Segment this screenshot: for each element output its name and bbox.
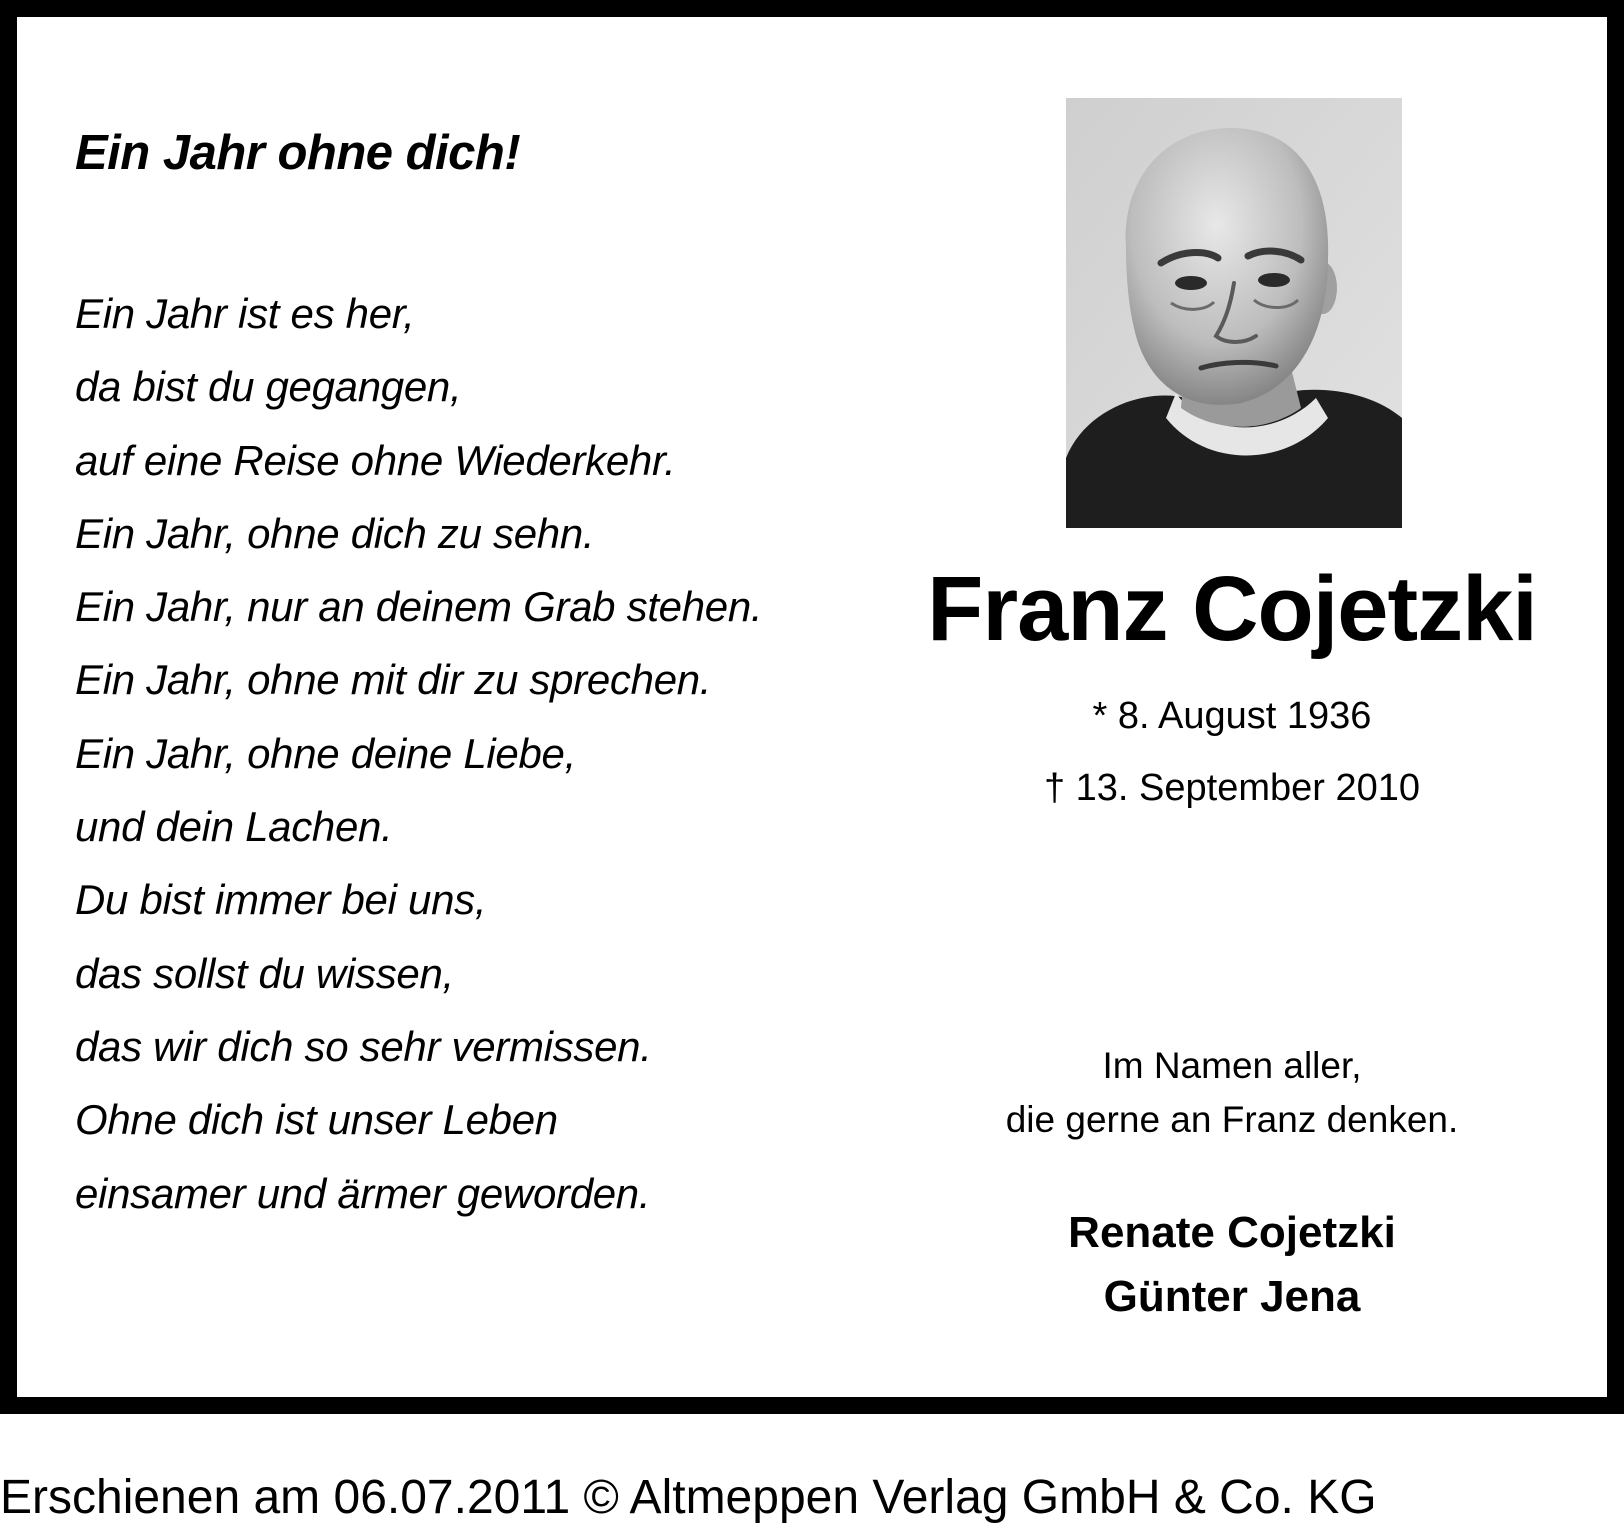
poem-line: Ein Jahr, ohne mit dir zu sprechen. [75,656,712,704]
poem-line: Ein Jahr, ohne dich zu sehn. [75,509,595,557]
poem-line: Ein Jahr, ohne deine Liebe, [75,729,576,777]
portrait-photo [1066,98,1402,528]
obituary-heading: Ein Jahr ohne dich! [75,126,521,180]
signer-name: Günter Jena [1103,1272,1361,1321]
death-date: † 13. September 2010 [1043,767,1421,809]
poem-line: das wir dich so sehr vermissen. [75,1022,652,1070]
signer-name: Renate Cojetzki [1068,1208,1396,1257]
closing-message [877,1039,1587,1147]
publication-footer: Erschienen am 06.07.2011 © Altmeppen Verlag GmbH & Co. KG [0,1471,1377,1524]
poem [75,277,762,1230]
closing-line: die gerne an Franz denken. [1005,1099,1459,1140]
poem-line: da bist du gegangen, [75,363,462,411]
poem-line: Ohne dich ist unser Leben [75,1096,558,1144]
poem-line: und dein Lachen. [75,803,393,851]
poem-line: Ein Jahr, nur an deinem Grab stehen. [75,583,763,631]
poem-line: einsamer und ärmer geworden. [75,1169,651,1217]
poem-line: das sollst du wissen, [75,949,454,997]
poem-line: auf eine Reise ohne Wiederkehr. [75,436,676,484]
poem-line: Du bist immer bei uns, [75,876,487,924]
deceased-name: Franz Cojetzki [927,558,1537,660]
closing-line: Im Namen aller, [1102,1045,1362,1086]
signers [877,1201,1587,1329]
birth-date: * 8. August 1936 [1092,695,1372,737]
poem-line: Ein Jahr ist es her, [75,290,415,337]
